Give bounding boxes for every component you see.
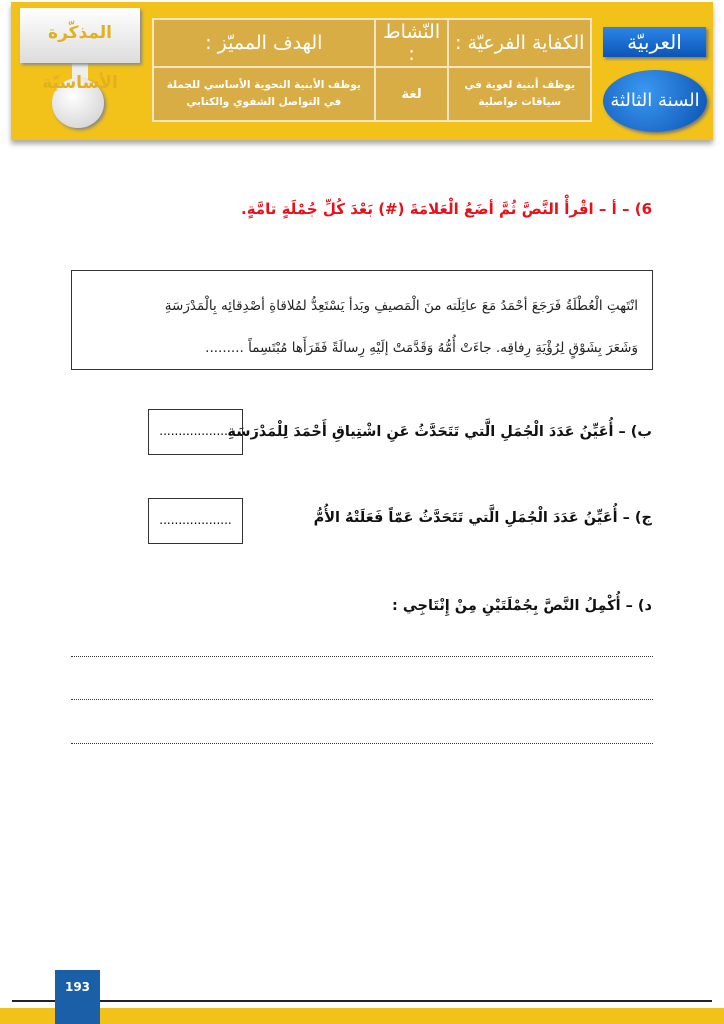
page-number: 193 [55,970,100,1024]
reading-passage [71,270,653,370]
competence-title: الكفاية الفرعيّة : [448,19,591,67]
question-c: ج) – أُعَيِّنُ عَدَدَ الْجُمَلِ الَّتي تَتَحَدَّثُ عَمّاً فَعَلَتْهُ الأُمُّ [313,510,652,526]
answer-line[interactable] [71,698,653,700]
goal-title: الهدف المميّز : [153,19,375,67]
question-a: 6) – أ – اقْرأْ النَّصَّ ثُمَّ أضَعُ الْعَلامَةَ (#) بَعْدَ كُلِّ جُمْلَةٍ تامَّةٍ. [241,200,652,218]
goal-text: يوظف الأبنية النحوية الأساسي للجملة في التواصل الشفوي والكتابي [153,67,375,121]
footer-rule [12,1000,712,1002]
passage-line: وَشَعَرَ بِشَوْقٍ لِرُؤْيَةِ رِفاقِه. جاءَتْ أُمُّهُ وَقَدَّمَتْ إلَيْهِ رِسالَةً فَقَرَأَها مُبْتَسِماً ......... [205,340,638,356]
question-d: د) – أُكْمِلُ النَّصَّ بِجُمْلَتَيْنِ مِنْ إِنْتَاجِي : [392,598,652,614]
question-b: ب) – أُعَيِّنُ عَدَدَ الْجُمَلِ الَّتي تَتَحَدَّثُ عَنِ اشْتِياقِ أَحْمَدَ لِلْمَدْرَسَةِ [227,424,652,440]
subject-label: العربيّة [603,27,706,57]
competence-text: يوظف أبنية لغوية في سياقات تواصلية [448,67,591,121]
header-table [152,18,592,122]
answer-box-c[interactable]: ................... [148,498,243,544]
passage-line: انْتَهتِ الْعُطْلَةُ فَرَجَعَ أحْمَدُ مَعَ عائِلَته منَ الْمَصيفِ وبَدأ يَسْتَعِدُّ لمُلاقاةِ أصْدِقائِه بِالْمَدْرَسَةِ [164,298,638,314]
answer-line[interactable] [71,742,653,744]
answer-box-b[interactable]: ................... [148,409,243,455]
year-badge: السنة الثالثة [603,70,707,132]
activity-text: لغة [375,67,449,121]
activity-title: النّشاط : [375,19,449,67]
answer-line[interactable] [71,655,653,657]
brand-label: المذكّرة الأساسيّة [20,8,140,63]
footer-band [0,1008,724,1024]
